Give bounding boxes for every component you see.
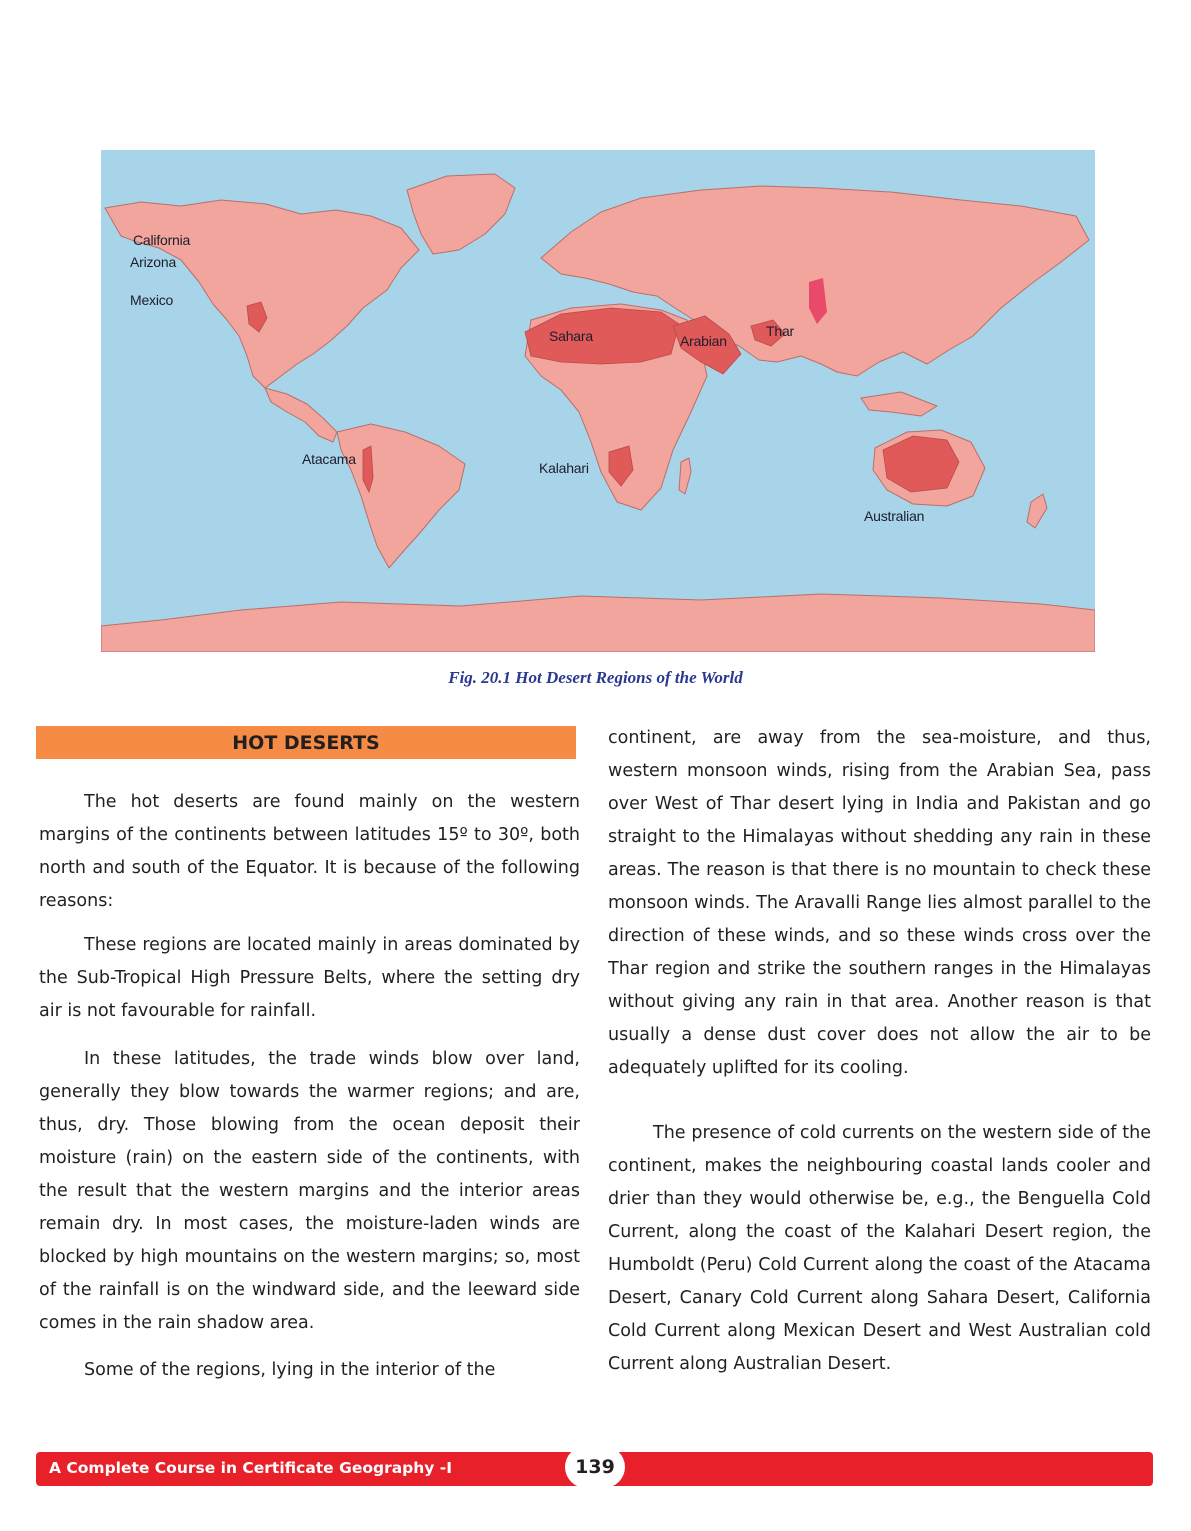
label-arizona: Arizona bbox=[130, 254, 177, 270]
paragraph: Some of the regions, lying in the interior of the bbox=[84, 1360, 496, 1380]
label-thar: Thar bbox=[766, 323, 794, 339]
figure-caption: Fig. 20.1 Hot Desert Regions of the World bbox=[448, 668, 743, 687]
paragraph: These regions are located mainly in areas dominated by the Sub-Tropical High Pressure Belts, where the setting dry air is not favourable for rainfall. bbox=[39, 935, 580, 1021]
right-column bbox=[608, 0, 1151, 1381]
label-kalahari: Kalahari bbox=[539, 460, 589, 476]
label-mexico: Mexico bbox=[130, 292, 174, 308]
page-number: 139 bbox=[565, 1446, 625, 1488]
label-arabian: Arabian bbox=[680, 333, 727, 349]
paragraph: The hot deserts are found mainly on the western margins of the continents between latitudes 15º to 30º, both north and south of the Equator. It is because of the following reasons: bbox=[39, 792, 580, 911]
label-australian: Australian bbox=[864, 508, 925, 524]
section-heading: HOT DESERTS bbox=[232, 731, 380, 754]
paragraph: continent, are away from the sea-moisture, and thus, western monsoon winds, rising from the Arabian Sea, pass over West of Thar desert lying in India and Pakistan and go straight to the Himalayas without shedding any rain in these areas. The reason is that there is no mountain to check these monsoon winds. The Aravalli Range lies almost parallel to the direction of these winds, and so these winds cross over the Thar region and strike the southern ranges in the Himalayas without giving any rain in that area. Another reason is that usually a dense dust cover does not allow the air to be adequately uplifted for its cooling. bbox=[608, 728, 1151, 1078]
label-sahara: Sahara bbox=[549, 328, 593, 344]
left-column bbox=[39, 0, 580, 1387]
paragraph: In these latitudes, the trade winds blow over land, generally they blow towards the warmer regions; and are, thus, dry. Those blowing from the ocean deposit their moisture (rain) on the eastern side of the continents, with the result that the western margins and the interior areas remain dry. In most cases, the moisture-laden winds are blocked by high mountains on the western margins; so, most of the rainfall is on the windward side, and the leeward side comes in the rain shadow area. bbox=[39, 1049, 580, 1333]
paragraph: The presence of cold currents on the western side of the continent, makes the neighbouring coastal lands cooler and drier than they would otherwise be, e.g., the Benguella Cold Current, along the coast of the Kalahari Desert region, the Humboldt (Peru) Cold Current along the coast of the Atacama Desert, Canary Cold Current along Sahara Desert, California Cold Current along Mexican Desert and West Australian cold Current along Australian Desert. bbox=[608, 1123, 1151, 1374]
label-california: California bbox=[133, 232, 191, 248]
label-atacama: Atacama bbox=[302, 451, 356, 467]
footer-book-title: A Complete Course in Certificate Geography -I bbox=[49, 1459, 453, 1477]
